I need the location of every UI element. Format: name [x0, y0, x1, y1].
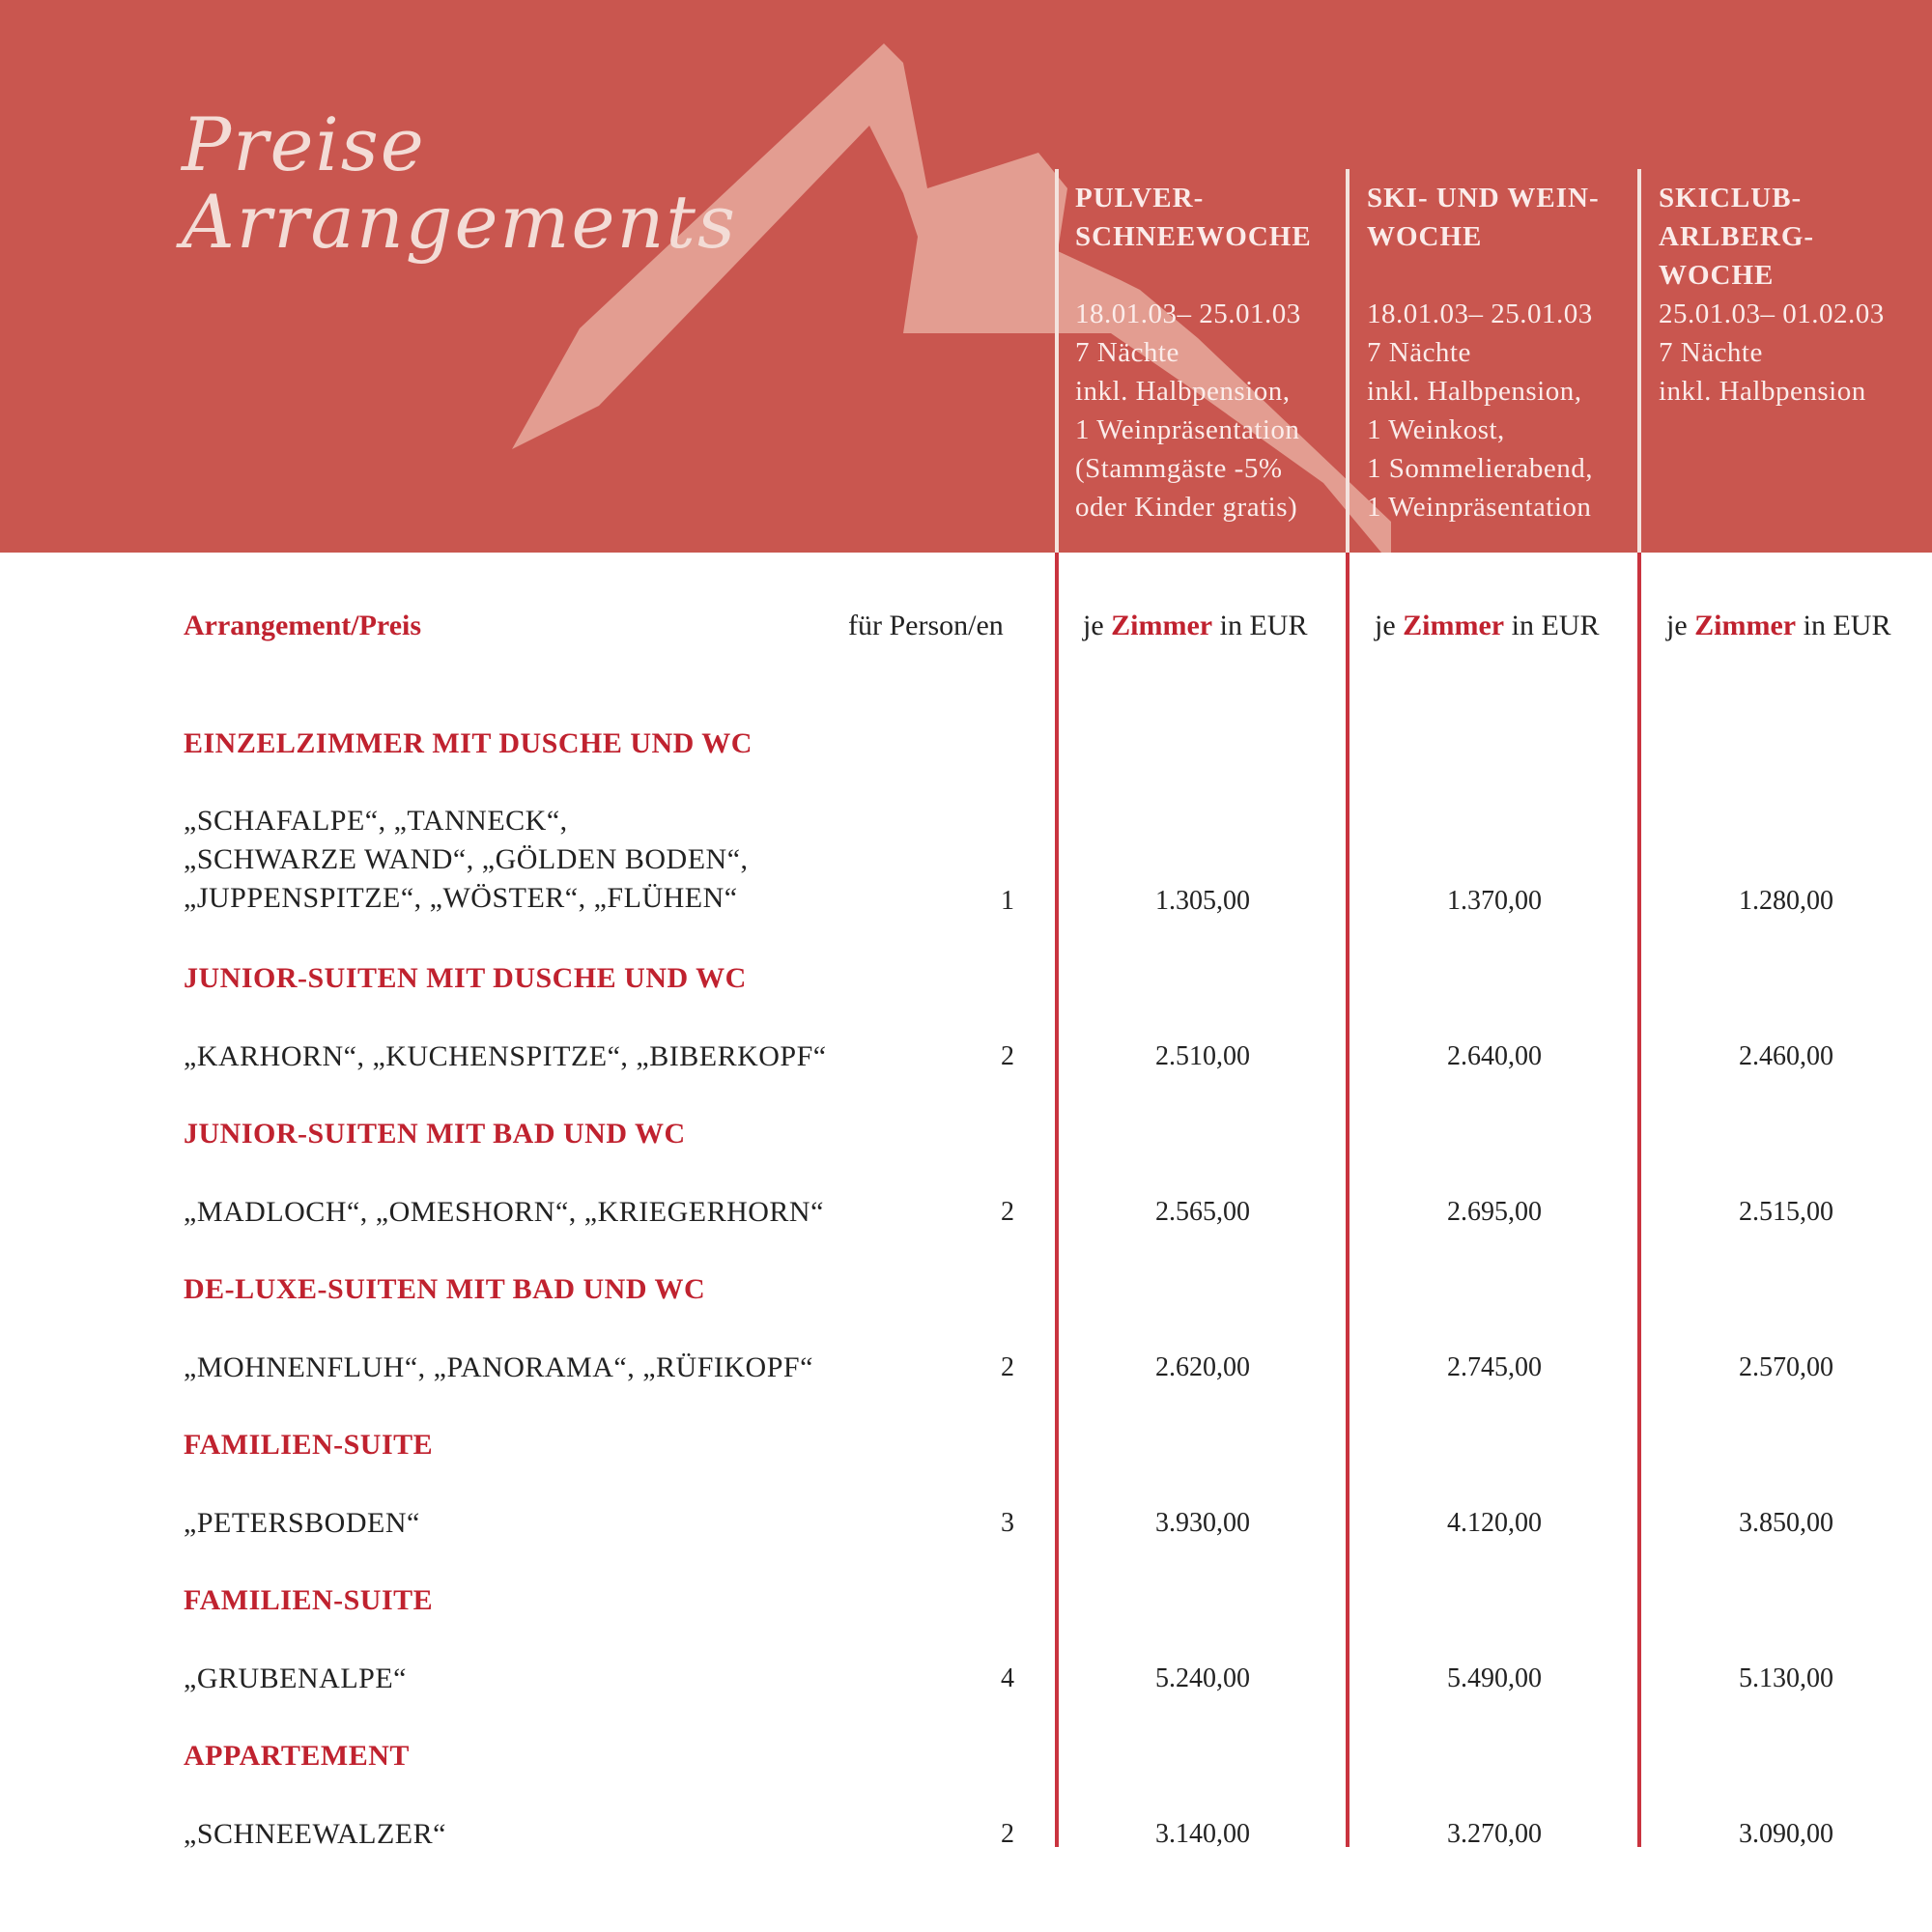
persons-value: 2 — [1001, 1197, 1014, 1227]
persons-value: 2 — [1001, 1352, 1014, 1382]
price-col-1: 3.930,00 — [1155, 1508, 1250, 1538]
price-col-2: 2.745,00 — [1447, 1352, 1542, 1382]
column-divider-2 — [1346, 553, 1350, 1847]
price-col-3: 1.280,00 — [1739, 886, 1833, 916]
category-label: DE-LUXE-SUITEN MIT BAD UND WC — [184, 1273, 706, 1305]
column-header-1 — [1075, 179, 1355, 526]
room-names: „SCHAFALPE“, „TANNECK“, „SCHWARZE WAND“, „GÖLDEN BODEN“, „JUPPENSPITZE“, „WÖSTER“, „FLÜHEN“ — [184, 805, 749, 914]
category-label: EINZELZIMMER MIT DUSCHE UND WC — [184, 727, 753, 759]
page-title — [182, 101, 737, 265]
unit-header-1: je Zimmer in EUR — [1083, 610, 1308, 641]
price-col-1: 3.140,00 — [1155, 1819, 1250, 1849]
header-banner — [0, 0, 1932, 553]
column-header-2 — [1367, 179, 1647, 526]
price-col-3: 3.090,00 — [1739, 1819, 1833, 1849]
persons-value: 2 — [1001, 1041, 1014, 1071]
price-col-3: 3.850,00 — [1739, 1508, 1833, 1538]
price-col-1: 5.240,00 — [1155, 1663, 1250, 1693]
persons-header: für Person/en — [848, 610, 1004, 641]
column-3-detail: 25.01.03– 01.02.03 7 Nächte inkl. Halbpension — [1659, 298, 1885, 407]
column-divider-3 — [1637, 553, 1641, 1847]
persons-value: 3 — [1001, 1508, 1014, 1538]
price-col-2: 4.120,00 — [1447, 1508, 1542, 1538]
column-divider-2-top — [1346, 169, 1350, 553]
price-col-1: 2.510,00 — [1155, 1041, 1250, 1071]
column-3-name: SKICLUB- ARLBERG- WOCHE — [1659, 183, 1815, 291]
unit-header-3: je Zimmer in EUR — [1666, 610, 1891, 641]
category-label: JUNIOR-SUITEN MIT BAD UND WC — [184, 1118, 686, 1150]
arrangement-header: Arrangement/Preis — [184, 610, 422, 641]
price-col-2: 5.490,00 — [1447, 1663, 1542, 1693]
price-col-3: 2.515,00 — [1739, 1197, 1833, 1227]
price-col-1: 1.305,00 — [1155, 886, 1250, 916]
room-names: „GRUBENALPE“ — [184, 1662, 407, 1694]
persons-value: 1 — [1001, 886, 1014, 916]
title-line-1: Preise — [182, 101, 426, 187]
column-1-detail: 18.01.03– 25.01.03 7 Nächte inkl. Halbpension, 1 Weinpräsentation (Stammgäste -5% oder Kinder gratis) — [1075, 298, 1301, 523]
persons-value: 2 — [1001, 1819, 1014, 1849]
price-col-2: 2.640,00 — [1447, 1041, 1542, 1071]
room-names: „PETERSBODEN“ — [184, 1507, 420, 1539]
price-col-1: 2.620,00 — [1155, 1352, 1250, 1382]
column-2-name: SKI- UND WEIN- WOCHE — [1367, 183, 1600, 252]
price-col-3: 2.570,00 — [1739, 1352, 1833, 1382]
price-col-3: 5.130,00 — [1739, 1663, 1833, 1693]
category-label: JUNIOR-SUITEN MIT DUSCHE UND WC — [184, 962, 747, 994]
price-col-2: 1.370,00 — [1447, 886, 1542, 916]
column-divider-3-top — [1637, 169, 1641, 553]
persons-value: 4 — [1001, 1663, 1014, 1693]
column-divider-1 — [1055, 553, 1059, 1847]
unit-header-2: je Zimmer in EUR — [1375, 610, 1600, 641]
room-names: „SCHNEEWALZER“ — [184, 1818, 446, 1850]
category-label: APPARTEMENT — [184, 1740, 410, 1772]
room-names: „KARHORN“, „KUCHENSPITZE“, „BIBERKOPF“ — [184, 1040, 827, 1072]
column-1-name: PULVER- SCHNEEWOCHE — [1075, 183, 1312, 252]
column-divider-1-top — [1055, 169, 1059, 553]
room-names: „MADLOCH“, „OMESHORN“, „KRIEGERHORN“ — [184, 1196, 824, 1228]
column-header-3 — [1659, 179, 1919, 411]
room-names: „MOHNENFLUH“, „PANORAMA“, „RÜFIKOPF“ — [184, 1351, 813, 1383]
title-line-2: Arrangements — [182, 179, 737, 265]
price-col-1: 2.565,00 — [1155, 1197, 1250, 1227]
category-label: FAMILIEN-SUITE — [184, 1429, 434, 1461]
price-col-2: 2.695,00 — [1447, 1197, 1542, 1227]
category-label: FAMILIEN-SUITE — [184, 1584, 434, 1616]
price-col-2: 3.270,00 — [1447, 1819, 1542, 1849]
column-2-detail: 18.01.03– 25.01.03 7 Nächte inkl. Halbpension, 1 Weinkost, 1 Sommelierabend, 1 Weinpräsentation — [1367, 298, 1594, 523]
price-col-3: 2.460,00 — [1739, 1041, 1833, 1071]
